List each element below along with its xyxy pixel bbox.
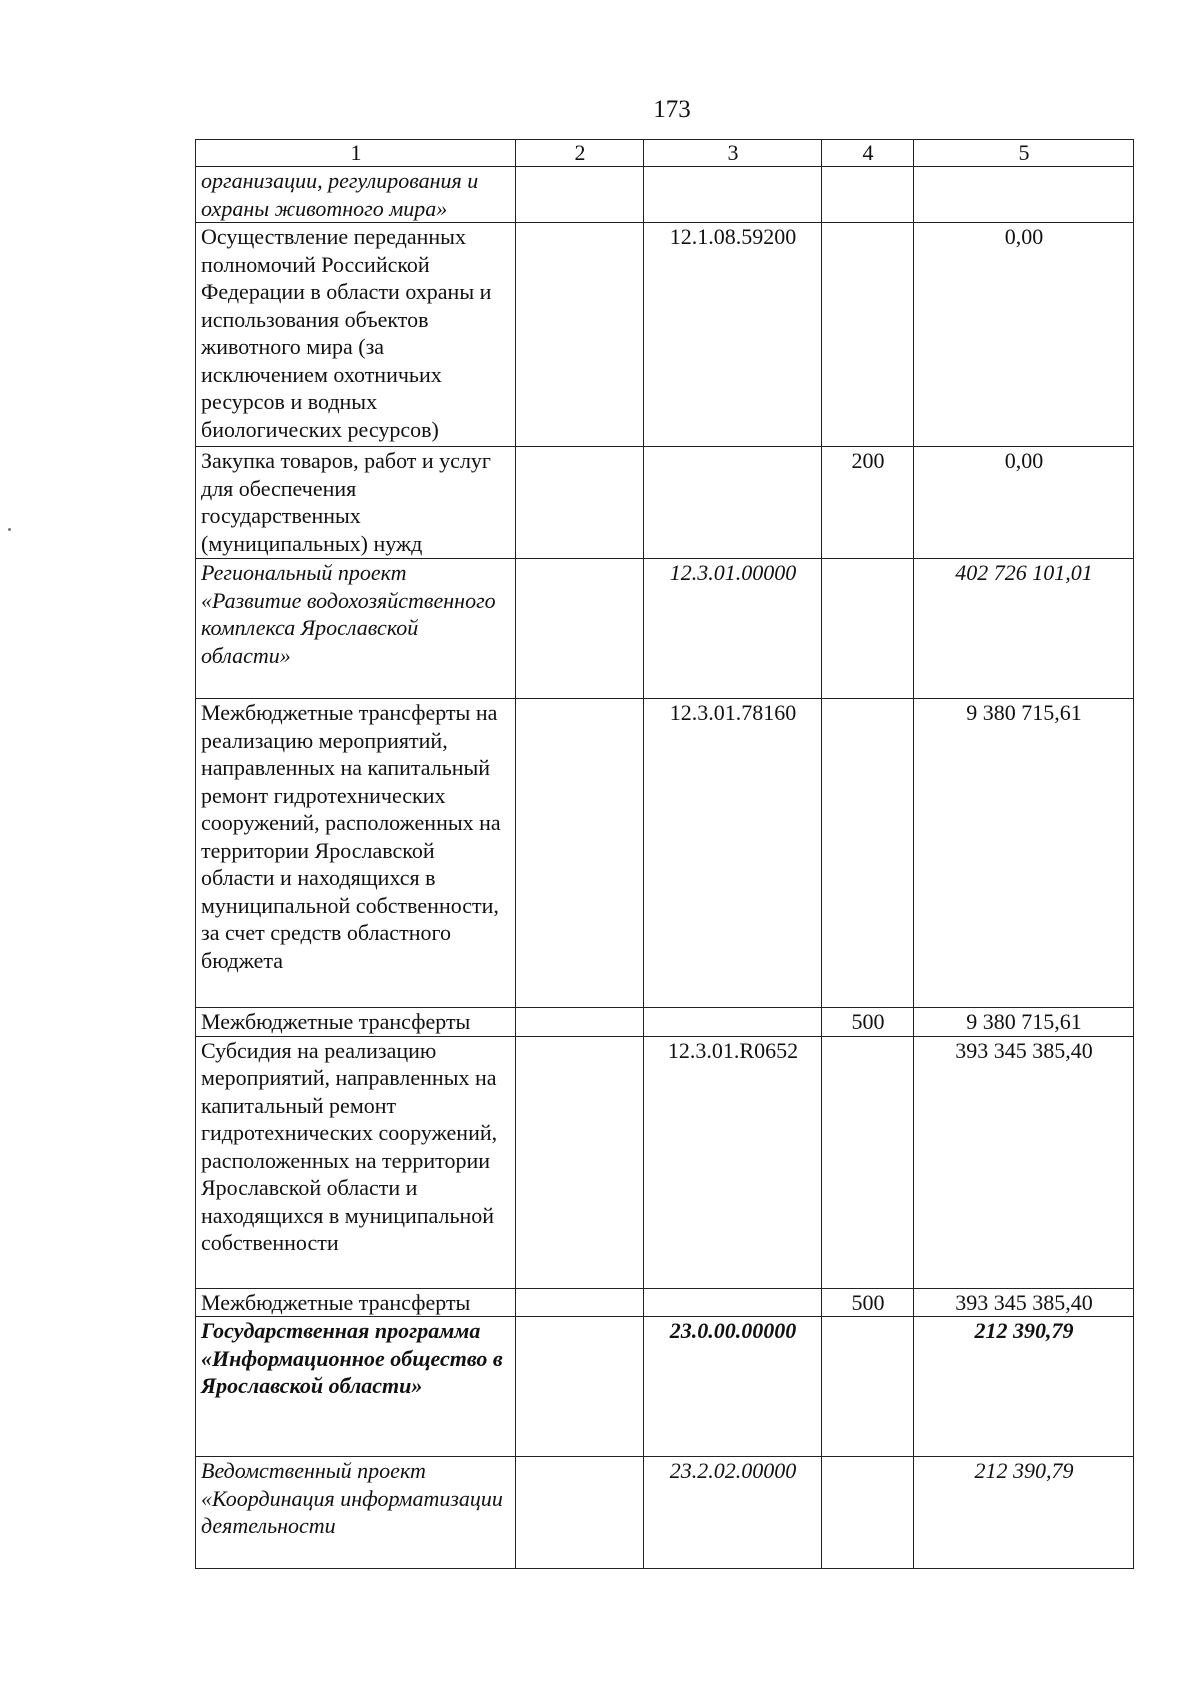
- table-row: [196, 699, 1134, 1008]
- row-col2: [516, 1457, 644, 1569]
- row-amount: 212 390,79: [914, 1457, 1134, 1569]
- row-code: [644, 1008, 822, 1037]
- row-type: 500: [822, 1288, 914, 1317]
- row-amount: 9 380 715,61: [914, 699, 1134, 1008]
- table-row: [196, 1457, 1134, 1569]
- row-col2: [516, 1008, 644, 1037]
- row-code: 23.2.02.00000: [644, 1457, 822, 1569]
- row-col2: [516, 1317, 644, 1457]
- row-type: [822, 1317, 914, 1457]
- table-header-row: [196, 140, 1134, 167]
- row-amount: 0,00: [914, 223, 1134, 447]
- row-amount: 0,00: [914, 447, 1134, 559]
- row-col2: [516, 447, 644, 559]
- row-type: [822, 1457, 914, 1569]
- row-code: 12.3.01.R0652: [644, 1036, 822, 1288]
- row-name: Государственная программа «Информационное общество в Ярославской области»: [196, 1317, 516, 1457]
- row-code: [644, 167, 822, 223]
- table-row: [196, 447, 1134, 559]
- row-name: Осуществление переданных полномочий Российской Федерации в области охраны и использования объектов животного мира (за исключением охотничьих ресурсов и водных биологических ресурсов): [196, 223, 516, 447]
- row-name: Субсидия на реализацию мероприятий, направленных на капитальный ремонт гидротехнических сооружений, расположенных на территории Ярославской области и находящихся в муниципальной собственности: [196, 1036, 516, 1288]
- row-code: 12.3.01.00000: [644, 559, 822, 699]
- row-name: Межбюджетные трансферты на реализацию мероприятий, направленных на капитальный ремонт гидротехнических сооружений, расположенных на территории Ярославской области и находящихся в муниципальной собственности, за счет средств областного бюджета: [196, 699, 516, 1008]
- table-row: [196, 223, 1134, 447]
- column-header: 3: [644, 140, 822, 167]
- row-code: [644, 447, 822, 559]
- row-amount: 402 726 101,01: [914, 559, 1134, 699]
- row-name: Ведомственный проект «Координация информатизации деятельности: [196, 1457, 516, 1569]
- row-col2: [516, 699, 644, 1008]
- row-name: Закупка товаров, работ и услуг для обеспечения государственных (муниципальных) нужд: [196, 447, 516, 559]
- row-amount: [914, 167, 1134, 223]
- row-amount: 393 345 385,40: [914, 1036, 1134, 1288]
- budget-table: [195, 139, 1134, 1569]
- table-row: [196, 1288, 1134, 1317]
- row-type: 500: [822, 1008, 914, 1037]
- row-amount: 9 380 715,61: [914, 1008, 1134, 1037]
- table-row: [196, 167, 1134, 223]
- column-header: 4: [822, 140, 914, 167]
- column-header: 2: [516, 140, 644, 167]
- row-type: [822, 559, 914, 699]
- table-row: [196, 1317, 1134, 1457]
- table-row: [196, 1036, 1134, 1288]
- row-code: 12.3.01.78160: [644, 699, 822, 1008]
- row-col2: [516, 1036, 644, 1288]
- row-code: 12.1.08.59200: [644, 223, 822, 447]
- scan-speck: [8, 528, 11, 531]
- row-col2: [516, 1288, 644, 1317]
- row-code: 23.0.00.00000: [644, 1317, 822, 1457]
- row-amount: 212 390,79: [914, 1317, 1134, 1457]
- row-type: [822, 1036, 914, 1288]
- row-type: [822, 223, 914, 447]
- row-code: [644, 1288, 822, 1317]
- row-name: Межбюджетные трансферты: [196, 1288, 516, 1317]
- column-header: 1: [196, 140, 516, 167]
- row-col2: [516, 167, 644, 223]
- row-col2: [516, 223, 644, 447]
- row-col2: [516, 559, 644, 699]
- row-amount: 393 345 385,40: [914, 1288, 1134, 1317]
- row-name: организации, регулирования и охраны животного мира»: [196, 167, 516, 223]
- page-number: 173: [653, 96, 691, 123]
- row-name: Межбюджетные трансферты: [196, 1008, 516, 1037]
- column-header: 5: [914, 140, 1134, 167]
- row-type: [822, 167, 914, 223]
- table-row: [196, 559, 1134, 699]
- table-row: [196, 1008, 1134, 1037]
- row-type: 200: [822, 447, 914, 559]
- row-type: [822, 699, 914, 1008]
- row-name: Региональный проект «Развитие водохозяйственного комплекса Ярославской области»: [196, 559, 516, 699]
